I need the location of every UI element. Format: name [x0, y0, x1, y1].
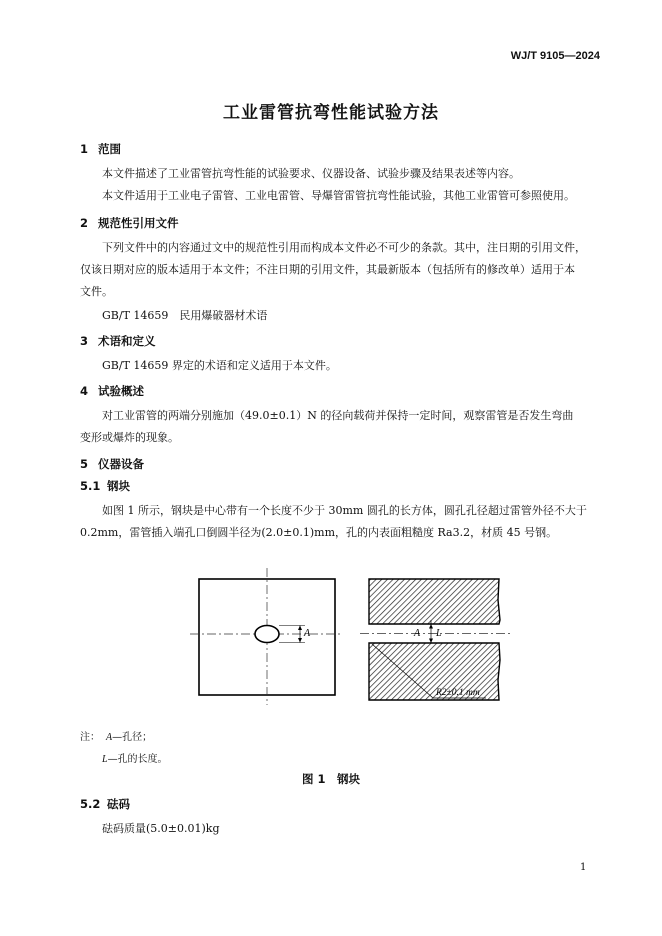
section-3-paragraph [80, 355, 600, 377]
section-2-heading [80, 215, 179, 231]
hole-outline [255, 626, 279, 643]
label-a: A [304, 628, 311, 639]
section-title: 范围 [98, 142, 121, 156]
note-text: —孔径； [112, 732, 153, 743]
radius-label: R2±0.1 mm [436, 688, 480, 698]
normative-reference [80, 305, 600, 327]
section-title: 砝码 [107, 797, 130, 811]
figure-1-steel-block [180, 560, 520, 720]
paragraph-text: 砝码质量(5.0±0.01)kg [102, 822, 220, 835]
section-5-1-paragraph-line-1 [80, 500, 600, 522]
reference-text: GB/T 14659 民用爆破器材术语 [102, 309, 268, 322]
label-a-section: A [414, 628, 421, 639]
section-number: 1 [80, 142, 89, 156]
section-title: 仪器设备 [98, 457, 144, 471]
standard-code: WJ/T 9105—2024 [510, 50, 600, 62]
section-2-paragraph-line-1 [80, 237, 600, 259]
section-4-paragraph-line-2 [80, 427, 600, 449]
arrow-head [298, 626, 302, 631]
paragraph-text: 本文件描述了工业雷管抗弯性能的试验要求、仪器设备、试验步骤及结果表述等内容。 [102, 167, 520, 180]
section-number: 5 [80, 457, 89, 471]
section-2-paragraph-line-2 [80, 259, 600, 281]
document-title: 工业雷管抗弯性能试验方法 [223, 103, 439, 123]
section-number: 2 [80, 216, 89, 230]
section-5-heading [80, 456, 144, 472]
section-3-heading [80, 333, 156, 349]
paragraph-text: GB/T 14659 界定的术语和定义适用于本文件。 [102, 359, 337, 372]
section-2-paragraph-line-3 [80, 281, 600, 303]
symbol-a: A [106, 732, 113, 743]
section-title: 钢块 [107, 479, 130, 493]
paragraph-text: 0.2mm，雷管插入端孔口倒圆半径为(2.0±0.1)mm，孔的内表面粗糙度 Ra3.2，材质 45 号钢。 [80, 526, 558, 539]
section-5-2-paragraph [80, 818, 600, 840]
paragraph-text: 本文件适用于工业电子雷管、工业电雷管、导爆管雷管抗弯性能试验，其他工业雷管可参照使用。 [102, 189, 575, 202]
figure-note [80, 728, 152, 743]
section-number: 5.2 [80, 797, 101, 811]
upper-block-section [369, 579, 500, 624]
section-4-paragraph-line-1 [80, 405, 600, 427]
section-5-2-heading [80, 796, 130, 812]
section-5-1-paragraph-line-2 [80, 522, 600, 544]
section-title: 术语和定义 [98, 334, 156, 348]
lower-block-section [369, 643, 500, 700]
paragraph-text: 下列文件中的内容通过文中的规范性引用而构成本文件必不可少的条款。其中，注日期的引用文件， [102, 241, 586, 254]
paragraph-text: 变形或爆炸的现象。 [80, 431, 179, 444]
label-l: L [436, 628, 442, 639]
section-view [360, 579, 510, 700]
symbol-l: L [102, 754, 108, 765]
note-text: —孔的长度。 [107, 754, 168, 765]
paragraph-text: 如图 1 所示，钢块是中心带有一个长度不少于 30mm 圆孔的长方体，圆孔孔径超过雷管外径不大于 [102, 504, 587, 517]
section-1-paragraph-2 [80, 185, 600, 207]
paragraph-text: 仅该日期对应的版本适用于本文件；不注日期的引用文件，其最新版本（包括所有的修改单）适用于本 [80, 263, 575, 276]
arrow-head [298, 638, 302, 643]
note-prefix: 注： [80, 732, 100, 743]
section-4-heading [80, 383, 144, 399]
section-title: 规范性引用文件 [98, 216, 179, 230]
section-5-1-heading [80, 478, 130, 494]
page-number: 1 [580, 862, 587, 873]
section-1-heading [80, 141, 121, 157]
section-number: 4 [80, 384, 89, 398]
paragraph-text: 对工业雷管的两端分别施加（49.0±0.1）N 的径向载荷并保持一定时间，观察雷管是否发生弯曲 [102, 409, 574, 422]
front-view [190, 568, 343, 705]
section-title: 试验概述 [98, 384, 144, 398]
paragraph-text: 文件。 [80, 285, 113, 298]
section-number: 5.1 [80, 479, 101, 493]
figure-caption: 图 1 钢块 [301, 772, 360, 786]
figure-note-line-2 [102, 750, 168, 765]
section-number: 3 [80, 334, 89, 348]
section-1-paragraph-1 [80, 163, 600, 185]
